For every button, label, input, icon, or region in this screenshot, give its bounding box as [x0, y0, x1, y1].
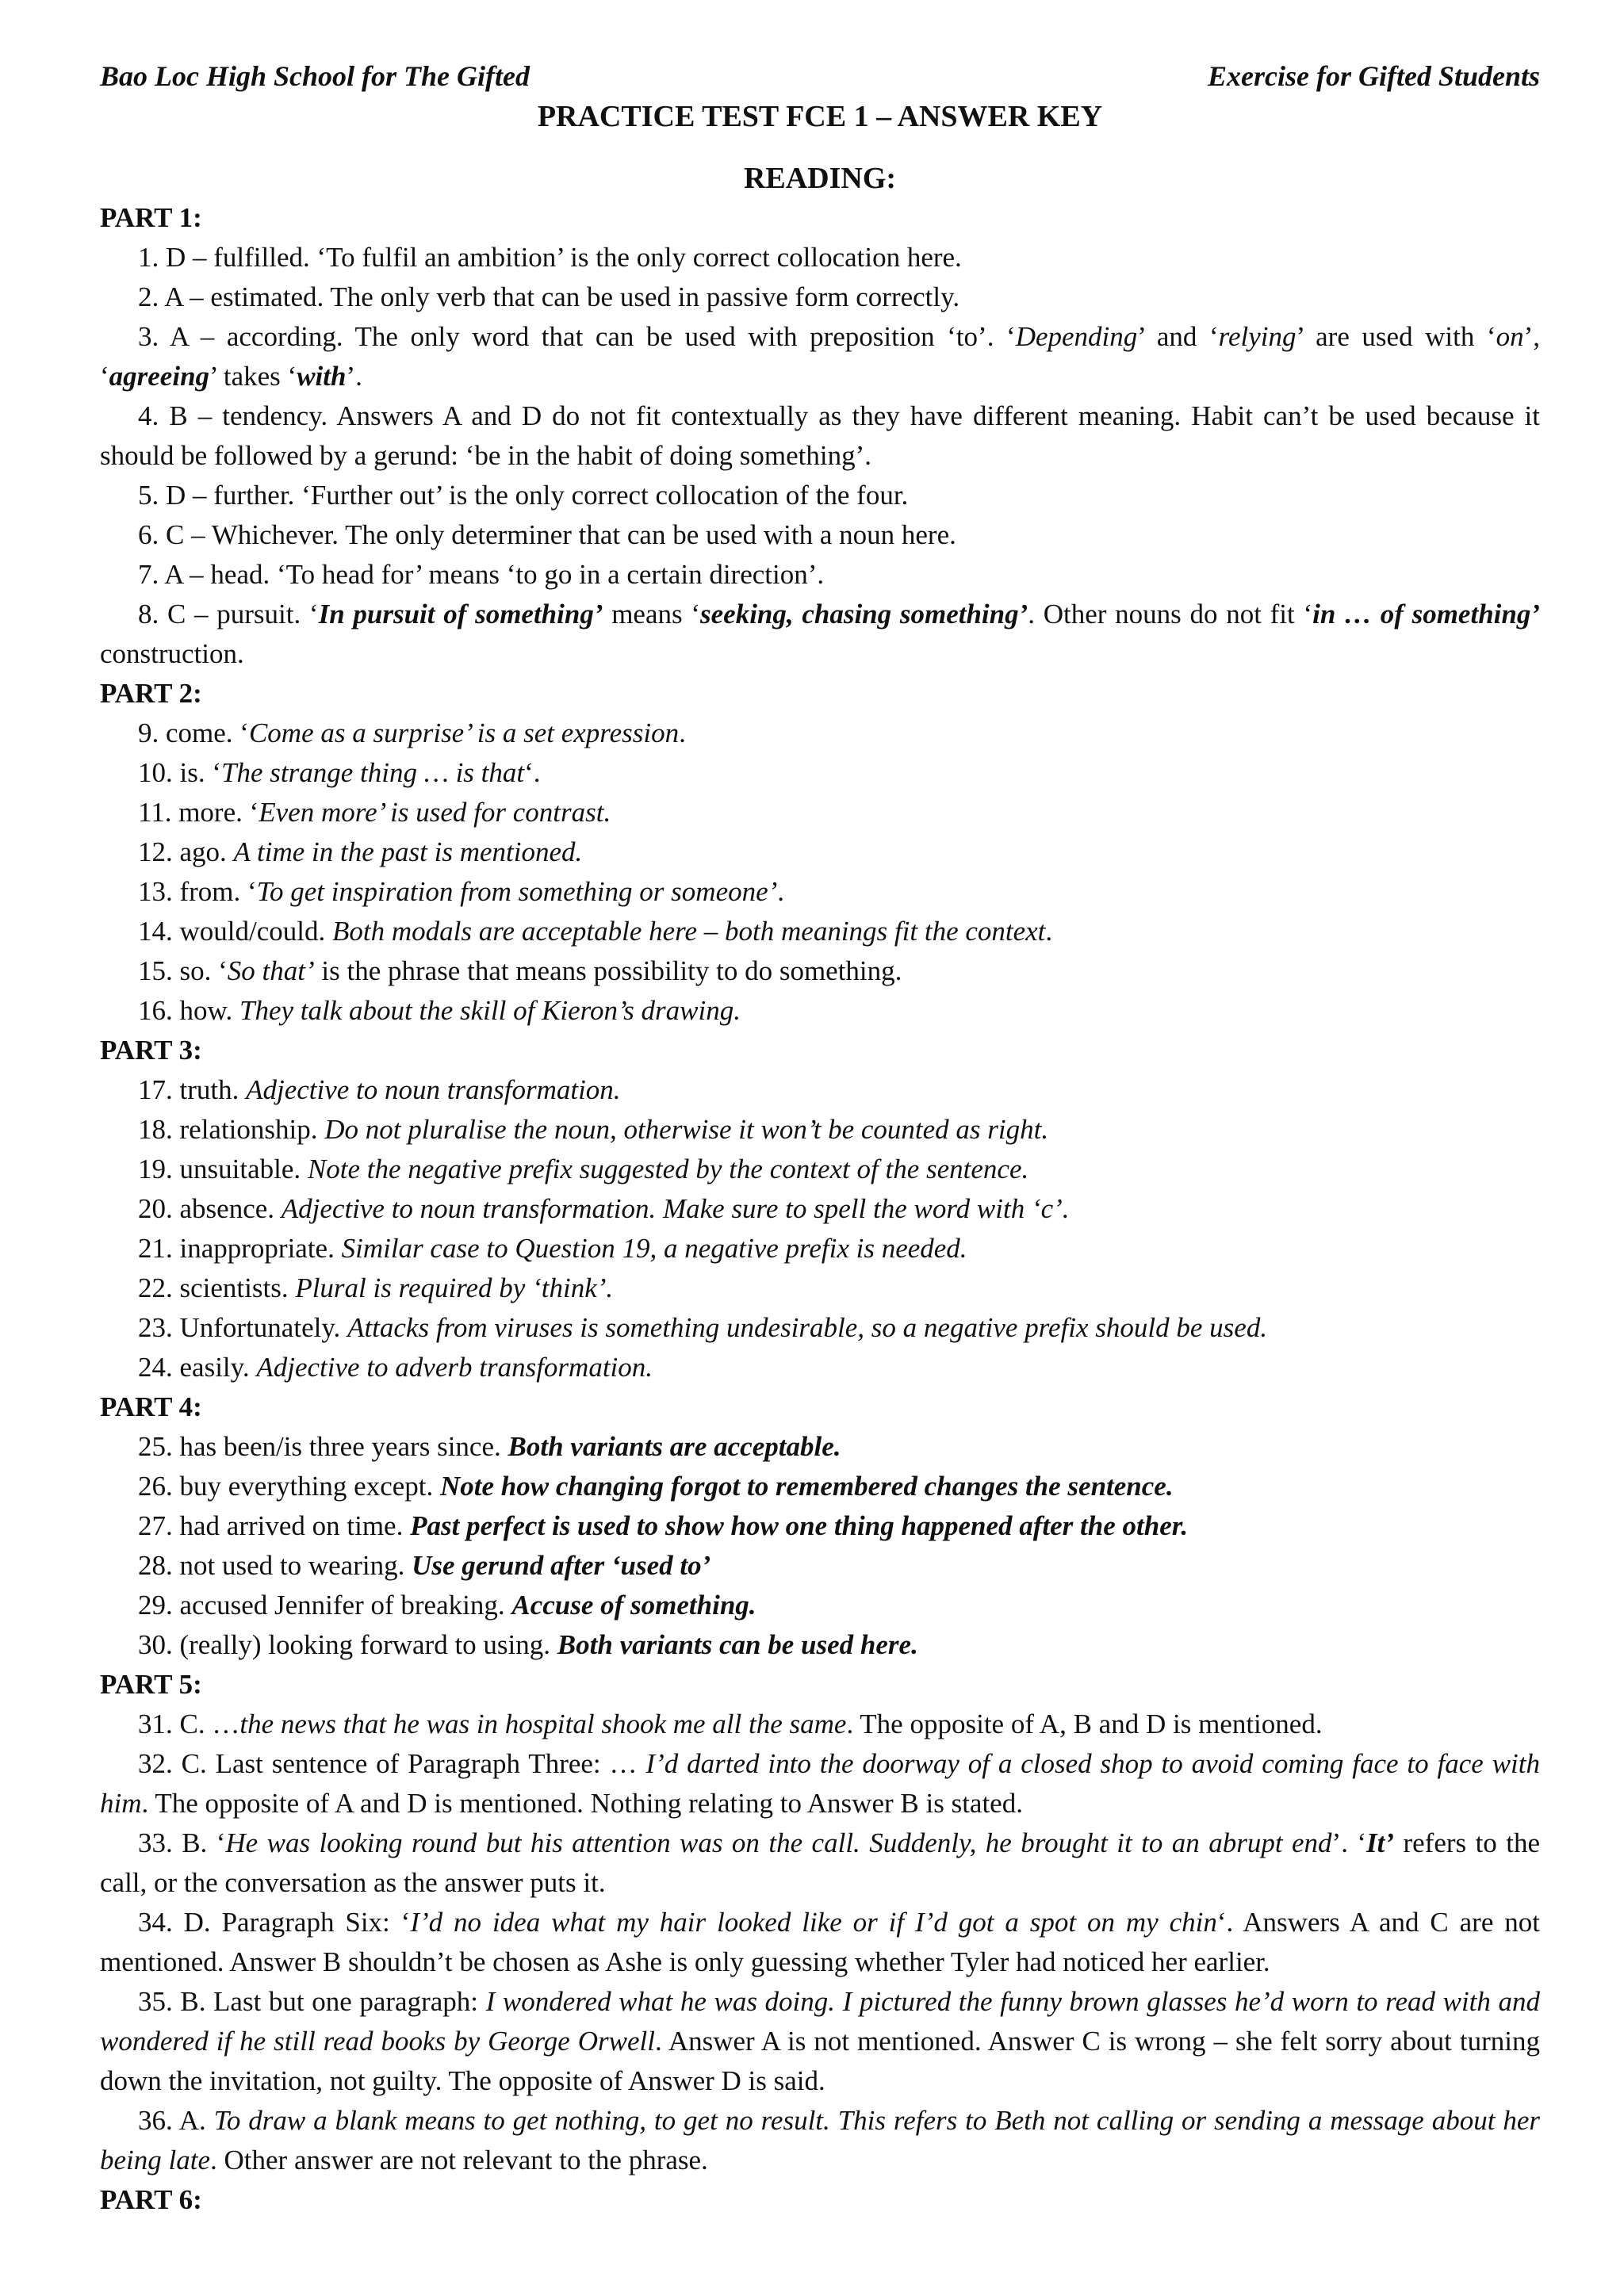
- answer-text: 14. would/could.: [138, 916, 332, 947]
- answer-text: .: [1045, 916, 1053, 947]
- answer-text: Past perfect is used to show how one thing happened after the other.: [410, 1510, 1189, 1541]
- answer-item: [100, 1823, 1540, 1903]
- answer-text: Plural is required by ‘think’.: [295, 1272, 614, 1303]
- answer-text: 6. C – Whichever. The only determiner that can be used with a noun here.: [138, 519, 956, 550]
- answer-text: Depending: [1015, 321, 1138, 352]
- answer-item: [100, 1189, 1540, 1229]
- answer-item: [100, 1070, 1540, 1110]
- answer-item: [100, 555, 1540, 595]
- answer-text: relying: [1218, 321, 1297, 352]
- answer-item: [100, 1903, 1540, 1982]
- answer-text: Similar case to Question 19, a negative prefix is needed.: [341, 1233, 967, 1264]
- answer-text: ’. ‘: [1331, 1827, 1367, 1858]
- answer-text: 27. had arrived on time.: [138, 1510, 411, 1541]
- answer-text: ’, ‘: [100, 321, 1540, 392]
- answer-text: in … of something’: [1312, 599, 1541, 629]
- part-heading: PART 2:: [100, 678, 202, 709]
- answer-text: Come as a surprise’ is a set expression: [248, 718, 680, 748]
- answer-item: [100, 2101, 1540, 2180]
- answer-item: [100, 1229, 1540, 1269]
- answer-key-body: [100, 198, 1540, 2220]
- answer-text: Do not pluralise the noun, otherwise it won’t be counted as right.: [324, 1114, 1049, 1145]
- answer-item: [100, 1467, 1540, 1506]
- answer-text: construction.: [100, 638, 244, 669]
- answer-text: Note the negative prefix suggested by the context of the sentence.: [307, 1154, 1029, 1184]
- answer-item: [100, 1625, 1540, 1665]
- answer-text: ’ takes ‘: [209, 361, 297, 392]
- part-heading: PART 5:: [100, 1669, 202, 1700]
- answer-text: ’ and ‘: [1137, 321, 1219, 352]
- answer-text: To draw a blank means to get nothing, to get no result. This refers to Beth not calling or sending a message about her being late: [100, 2105, 1540, 2175]
- answer-text: . The opposite of A, B and D is mentioned.: [846, 1709, 1323, 1739]
- answer-text: 29. accused Jennifer of breaking.: [138, 1590, 512, 1621]
- answer-text: .: [777, 876, 785, 907]
- answer-text: 13. from. ‘: [138, 876, 257, 907]
- answer-text: the news that he was in hospital shook me all the same: [239, 1709, 847, 1739]
- answer-text: 20. absence.: [138, 1193, 282, 1224]
- answer-item: [100, 396, 1540, 476]
- answer-text: ‘.: [524, 757, 541, 788]
- answer-text: 25. has been/is three years since.: [138, 1431, 508, 1462]
- answer-item: [100, 238, 1540, 277]
- answer-text: 30. (really) looking forward to using.: [138, 1629, 557, 1660]
- answer-text: The strange thing … is that: [221, 757, 525, 788]
- part-heading: PART 1:: [100, 202, 202, 233]
- answer-text: 28. not used to wearing.: [138, 1550, 412, 1581]
- answer-text: So that’: [227, 955, 315, 986]
- part-heading: PART 4:: [100, 1391, 202, 1422]
- answer-text: It’: [1366, 1827, 1395, 1858]
- answer-text: To get inspiration from something or someone’: [256, 876, 778, 907]
- answer-text: 4. B – tendency. Answers A and D do not fit contextually as they have different meaning. Habit can’t be used because it should be followed by a gerund: ‘be in the habit of doing something’.: [100, 400, 1540, 471]
- running-header: [100, 57, 1540, 95]
- section-title: READING:: [743, 162, 897, 195]
- answer-item: [100, 753, 1540, 793]
- answer-text: 23. Unfortunately.: [138, 1312, 348, 1343]
- answer-text: 22. scientists.: [138, 1272, 296, 1303]
- part-heading: PART 3:: [100, 1035, 202, 1066]
- answer-text: 1. D – fulfilled. ‘To fulfil an ambition’ is the only correct collocation here.: [138, 242, 962, 273]
- answer-item: [100, 951, 1540, 991]
- answer-item: [100, 1269, 1540, 1308]
- answer-text: 18. relationship.: [138, 1114, 325, 1145]
- answer-text: Use gerund after ‘used to’: [412, 1550, 711, 1581]
- answer-text: 33. B. ‘: [138, 1827, 226, 1858]
- answer-text: seeking, chasing something’: [700, 599, 1028, 629]
- answer-text: Accuse of something.: [511, 1590, 756, 1621]
- answer-text: 15. so. ‘: [138, 955, 228, 986]
- answer-text: I wondered what he was doing. I pictured the funny brown glasses he’d worn to read with and wondered if he still read books by George Orwell: [100, 1986, 1540, 2057]
- answer-text: ’.: [346, 361, 362, 392]
- answer-text: Even more’ is used for contrast.: [259, 797, 611, 828]
- answer-text: 12. ago.: [138, 836, 234, 867]
- answer-text: .: [679, 718, 686, 748]
- answer-text: They talk about the skill of Kieron’s drawing.: [239, 995, 741, 1026]
- page-title: PRACTICE TEST FCE 1 – ANSWER KEY: [537, 100, 1103, 133]
- answer-item: [100, 991, 1540, 1031]
- answer-text: Attacks from viruses is something undesirable, so a negative prefix should be used.: [347, 1312, 1268, 1343]
- answer-text: 19. unsuitable.: [138, 1154, 308, 1184]
- answer-text: Both variants are acceptable.: [508, 1431, 841, 1462]
- answer-item: [100, 714, 1540, 753]
- answer-text: 5. D – further. ‘Further out’ is the only correct collocation of the four.: [138, 480, 909, 511]
- answer-text: ‘. Answers A and C are not mentioned. Answer B shouldn’t be chosen as Ashe is only guessing whether Tyler had noticed her earlier.: [100, 1907, 1540, 1977]
- answer-text: 16. how.: [138, 995, 240, 1026]
- answer-item: [100, 912, 1540, 951]
- answer-text: 9. come. ‘: [138, 718, 249, 748]
- answer-item: [100, 1586, 1540, 1625]
- answer-text: refers to the call, or the conversation as the answer puts it.: [100, 1827, 1540, 1898]
- answer-text: . Answer A is not mentioned. Answer C is wrong – she felt sorry about turning down the invitation, not guilty. The opposite of Answer D is said.: [100, 2026, 1540, 2096]
- answer-text: 7. A – head. ‘To head for’ means ‘to go in a certain direction’.: [138, 559, 825, 590]
- answer-text: I’d no idea what my hair looked like or if I’d got a spot on my chin: [410, 1907, 1217, 1938]
- answer-text: is the phrase that means possibility to do something.: [314, 955, 902, 986]
- header-exercise: Exercise for Gifted Students: [1208, 60, 1540, 92]
- answer-text: I’d darted into the doorway of a closed shop to avoid coming face to face with him: [100, 1748, 1540, 1819]
- header-school: Bao Loc High School for The Gifted: [100, 60, 530, 92]
- answer-item: [100, 1348, 1540, 1387]
- answer-item: [100, 317, 1540, 396]
- answer-text: . Other answer are not relevant to the phrase.: [210, 2145, 708, 2175]
- answer-item: [100, 1308, 1540, 1348]
- answer-item: [100, 1546, 1540, 1586]
- answer-text: Adjective to adverb transformation.: [256, 1352, 653, 1383]
- answer-text: . The opposite of A and D is mentioned. Nothing relating to Answer B is stated.: [141, 1788, 1023, 1819]
- answer-item: [100, 1506, 1540, 1546]
- answer-text: 10. is. ‘: [138, 757, 221, 788]
- answer-text: agreeing: [109, 361, 210, 392]
- answer-item: [100, 1982, 1540, 2101]
- answer-text: . Other nouns do not fit ‘: [1028, 599, 1313, 629]
- answer-text: A time in the past is mentioned.: [233, 836, 583, 867]
- answer-text: 8. C – pursuit. ‘: [138, 599, 319, 629]
- answer-item: [100, 476, 1540, 515]
- answer-text: 26. buy everything except.: [138, 1471, 441, 1502]
- document-page: [100, 57, 1540, 2220]
- answer-text: Adjective to noun transformation.: [246, 1074, 621, 1105]
- answer-text: 11. more. ‘: [138, 797, 259, 828]
- answer-text: 31. C. …: [138, 1709, 240, 1739]
- answer-item: [100, 1744, 1540, 1823]
- answer-item: [100, 832, 1540, 872]
- answer-item: [100, 515, 1540, 555]
- part-heading: PART 6:: [100, 2184, 202, 2215]
- answer-text: 34. D. Paragraph Six: ‘: [138, 1907, 411, 1938]
- answer-text: on: [1496, 321, 1524, 352]
- answer-text: 17. truth.: [138, 1074, 247, 1105]
- answer-text: 24. easily.: [138, 1352, 257, 1383]
- answer-text: 3. A – according. The only word that can be used with preposition ‘to’. ‘: [138, 321, 1016, 352]
- answer-text: means ‘: [603, 599, 700, 629]
- answer-text: He was looking round but his attention was on the call. Suddenly, he brought it to an abrupt end: [225, 1827, 1332, 1858]
- answer-text: ’ are used with ‘: [1296, 321, 1496, 352]
- answer-item: [100, 595, 1540, 674]
- answer-item: [100, 1705, 1540, 1744]
- answer-item: [100, 872, 1540, 912]
- answer-item: [100, 1150, 1540, 1189]
- answer-item: [100, 1427, 1540, 1467]
- answer-text: with: [297, 361, 347, 392]
- answer-text: 32. C. Last sentence of Paragraph Three: …: [138, 1748, 646, 1779]
- answer-item: [100, 1110, 1540, 1150]
- answer-text: Both variants can be used here.: [557, 1629, 918, 1660]
- answer-text: In pursuit of something’: [318, 599, 603, 629]
- answer-text: Both modals are acceptable here – both meanings fit the context: [331, 916, 1046, 947]
- answer-text: 36. A.: [138, 2105, 214, 2136]
- answer-item: [100, 277, 1540, 317]
- answer-text: Note how changing forgot to remembered changes the sentence.: [440, 1471, 1174, 1502]
- answer-text: 35. B. Last but one paragraph:: [138, 1986, 486, 2017]
- answer-text: 21. inappropriate.: [138, 1233, 342, 1264]
- answer-text: Adjective to noun transformation. Make sure to spell the word with ‘c’.: [281, 1193, 1070, 1224]
- answer-text: 2. A – estimated. The only verb that can be used in passive form correctly.: [138, 281, 960, 312]
- answer-item: [100, 793, 1540, 832]
